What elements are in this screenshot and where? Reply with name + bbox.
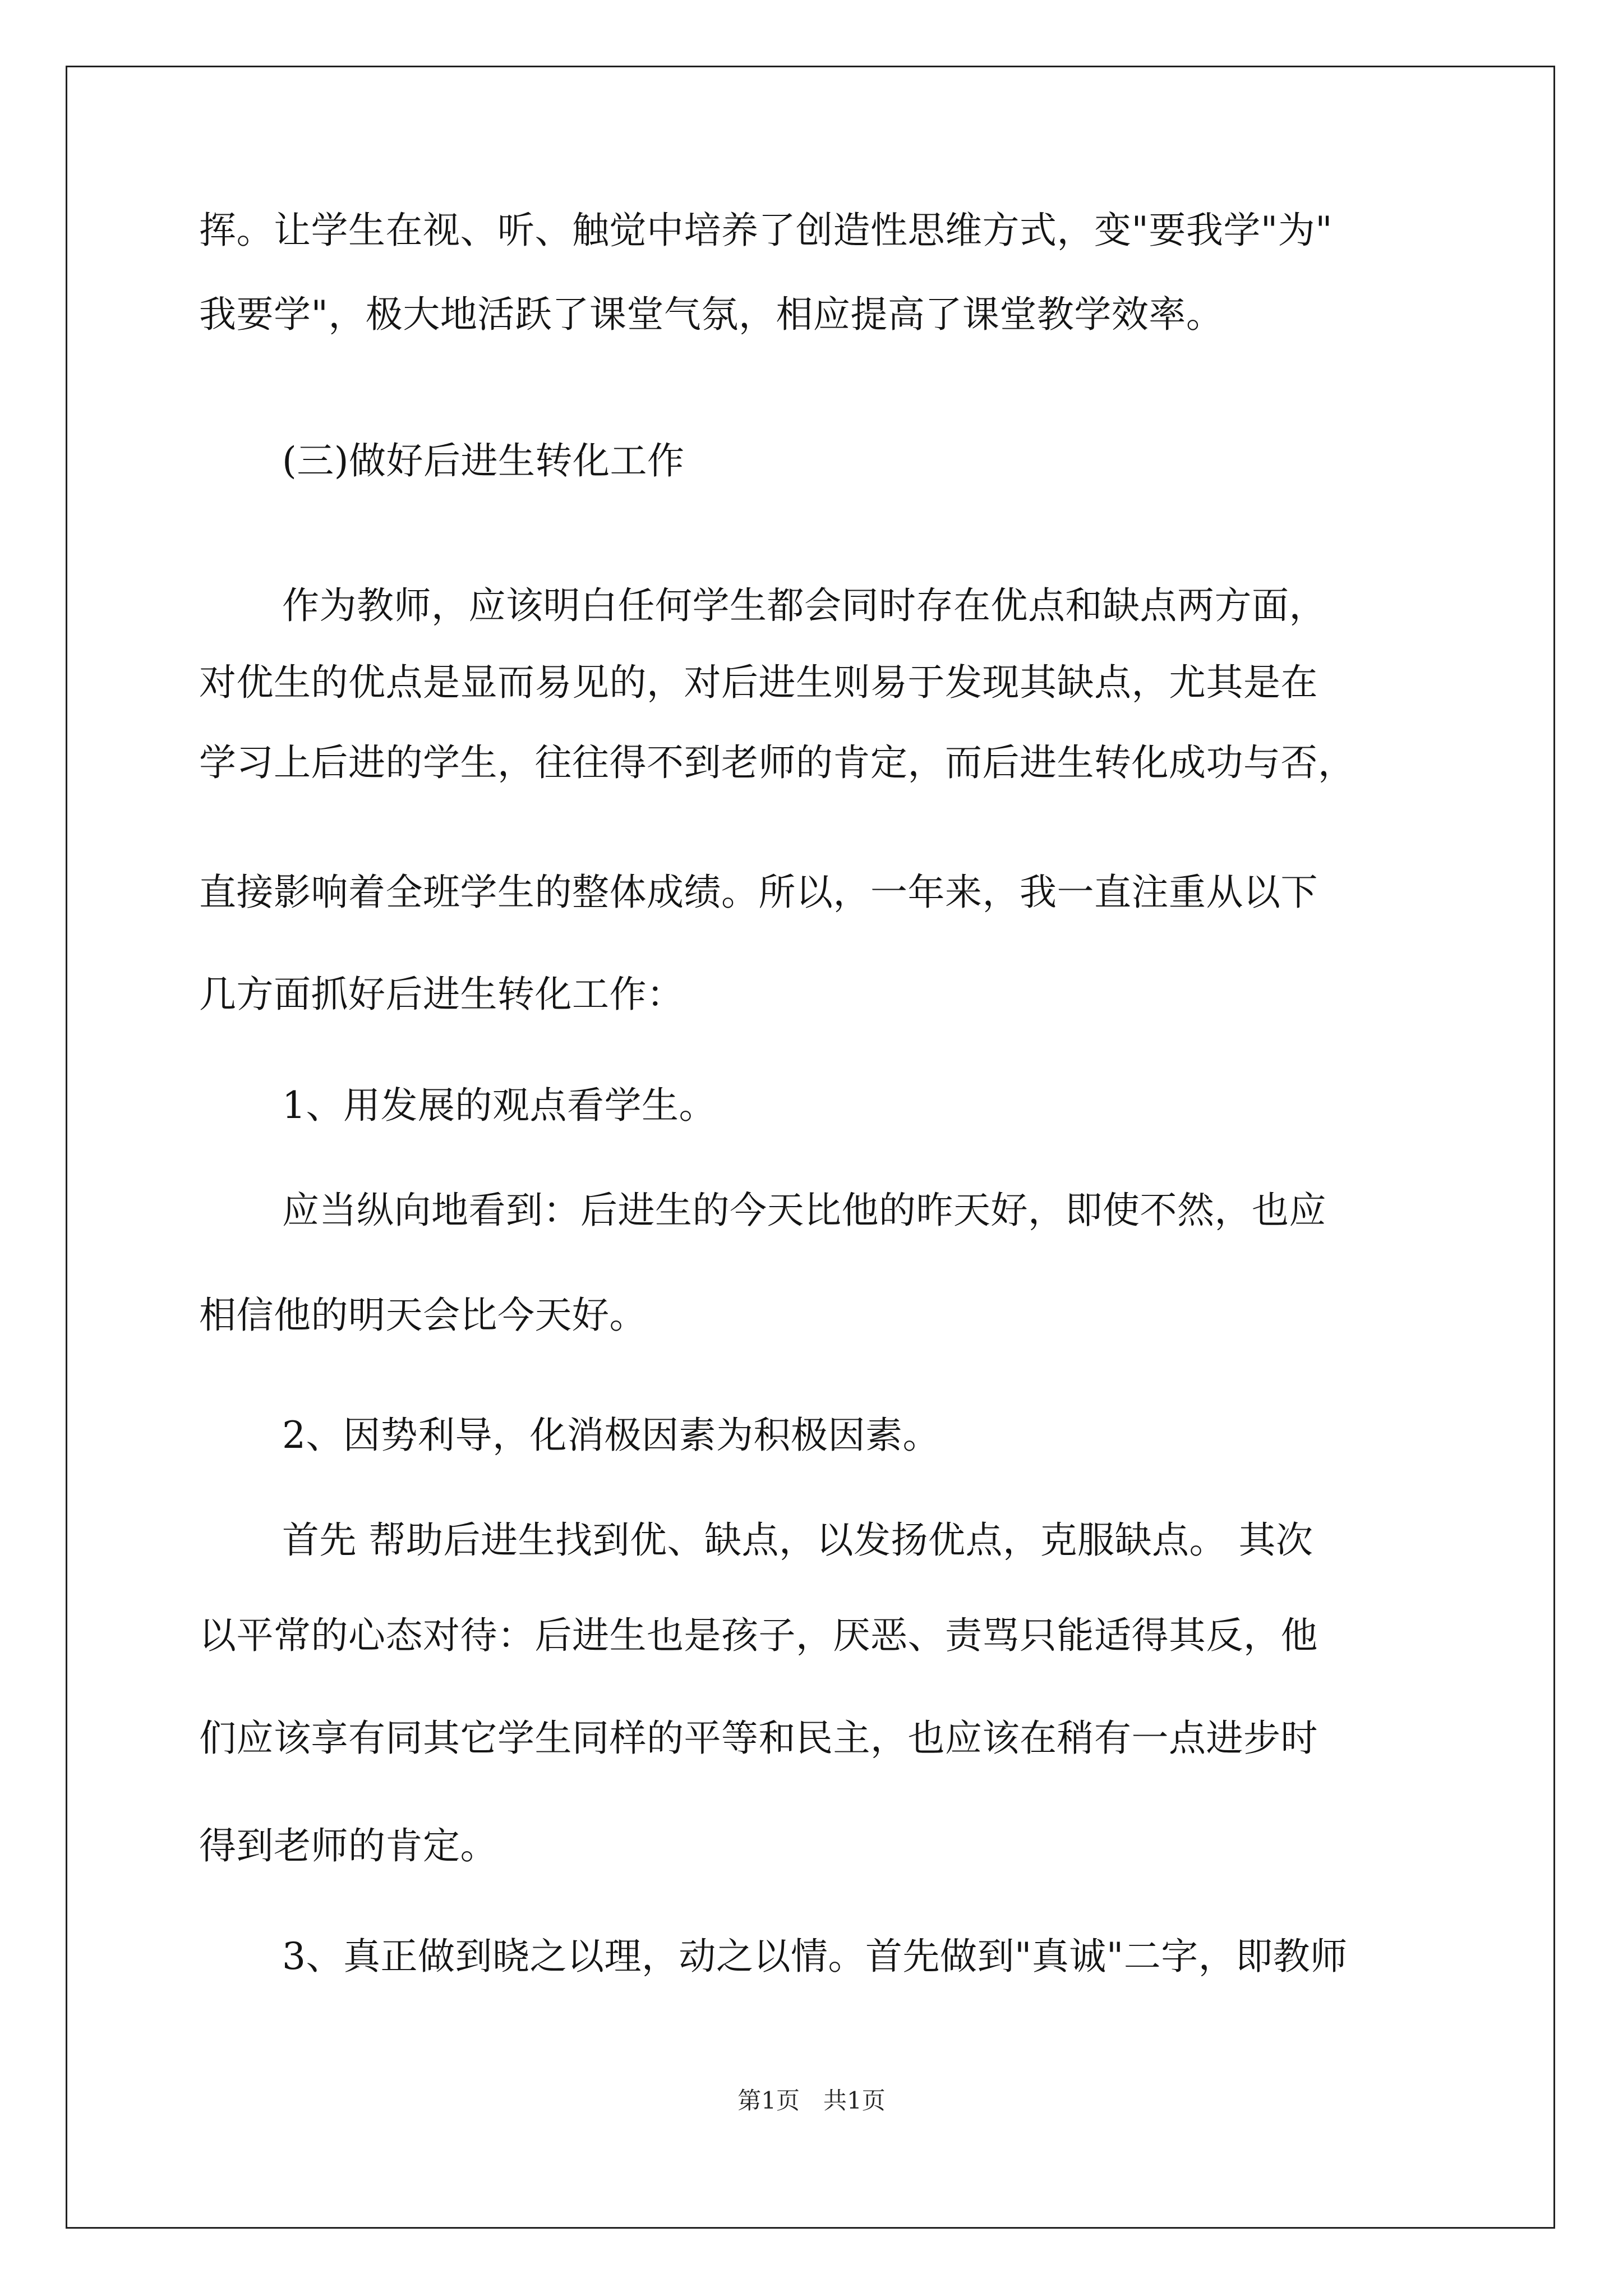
body-line-1: 挥。让学生在视、听、触觉中培养了创造性思维方式，变"要我学"为" (199, 209, 1333, 252)
body-line-10: 应当纵向地看到：后进生的今天比他的昨天好，即使不然，也应 (282, 1189, 1326, 1232)
body-line-15: 们应该享有同其它学生同样的平等和民主，也应该在稍有一点进步时 (199, 1717, 1318, 1760)
list-item-1: 1、用发展的观点看学生。 (282, 1084, 716, 1127)
body-line-13: 首先 帮助后进生找到优、缺点，以发扬优点，克服缺点。 其次 (282, 1519, 1313, 1562)
body-line-7: 直接影响着全班学生的整体成绩。所以，一年来，我一直注重从以下 (199, 871, 1318, 914)
body-line-8: 几方面抓好后进生转化工作： (199, 973, 684, 1016)
body-line-11: 相信他的明天会比今天好。 (199, 1294, 647, 1337)
list-item-3: 3、真正做到晓之以理，动之以情。首先做到"真诚"二字，即教师 (282, 1935, 1348, 1978)
body-line-14: 以平常的心态对待：后进生也是孩子，厌恶、责骂只能适得其反，他 (199, 1614, 1318, 1657)
body-line-4: 作为教师，应该明白任何学生都会同时存在优点和缺点两方面， (282, 584, 1326, 627)
page-number-footer: 第1页 共1页 (737, 2087, 886, 2114)
body-line-16: 得到老师的肯定。 (199, 1824, 497, 1867)
list-item-2: 2、因势利导，化消极因素为积极因素。 (282, 1414, 940, 1457)
page-frame (66, 66, 1555, 2229)
body-line-6: 学习上后进的学生，往往得不到老师的肯定，而后进生转化成功与否， (199, 741, 1355, 784)
body-line-5: 对优生的优点是显而易见的，对后进生则易于发现其缺点，尤其是在 (199, 661, 1318, 704)
body-line-2: 我要学"，极大地活跃了课堂气氛，相应提高了课堂教学效率。 (199, 293, 1224, 336)
section-heading: (三)做好后进生转化工作 (282, 439, 685, 482)
